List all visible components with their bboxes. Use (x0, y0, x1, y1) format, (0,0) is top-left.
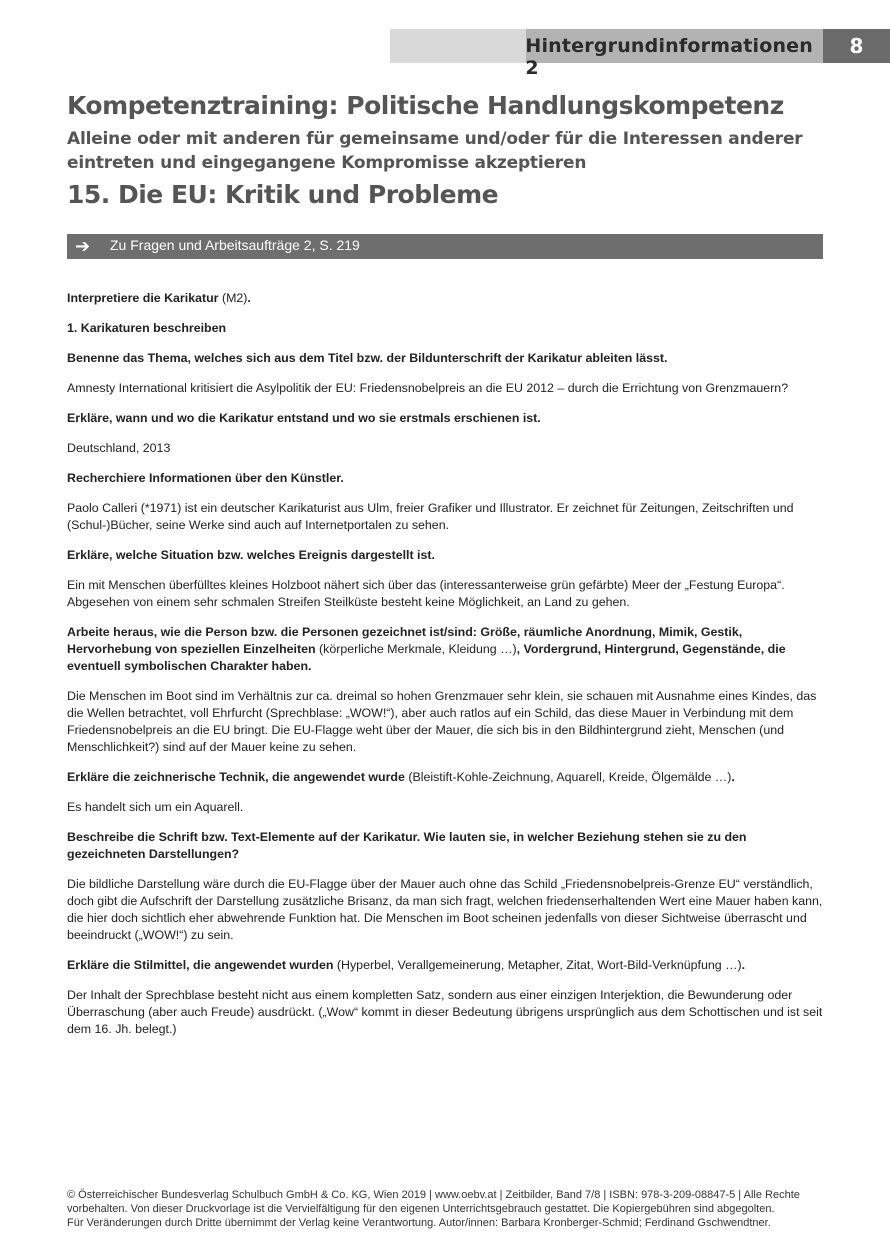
page-number-box (823, 29, 890, 63)
intro-normal: (M2) (218, 291, 248, 305)
page-number: 8 (849, 34, 864, 58)
question-5 (67, 624, 823, 675)
header-section-box (525, 29, 823, 79)
footer-line-3: Für Veränderungen durch Dritte übernimmt der Verlag keine Verantwortung. Autor/innen: Barbara Kronberger-Schmid; Ferdinand Gschwendtner. (67, 1217, 771, 1229)
question-8 (67, 957, 823, 974)
page-subtitle: Alleine oder mit anderen für gemeinsame und/oder für die Interessen anderer eintreten und eingegangene Kompromisse akzeptieren (67, 129, 803, 173)
header-bar (390, 29, 890, 79)
question-4: Erkläre, welche Situation bzw. welches Ereignis dargestellt ist. (67, 548, 435, 562)
question-6-normal: (Bleistift-Kohle-Zeichnung, Aquarell, Kreide, Ölgemälde …) (404, 770, 732, 784)
question-5-normal: (körperliche Merkmale, Kleidung …) (315, 642, 517, 656)
question-2: Erkläre, wann und wo die Karikatur entstand und wo sie erstmals erschienen ist. (67, 411, 541, 425)
step-heading: 1. Karikaturen beschreiben (67, 321, 227, 335)
intro-instruction (67, 290, 823, 307)
task-reference-label: Zu Fragen und Arbeitsaufträge 2, S. 219 (110, 237, 360, 253)
answer-2: Deutschland, 2013 (67, 441, 171, 455)
arrow-right-icon: ➔ (75, 236, 91, 256)
answer-6: Es handelt sich um ein Aquarell. (67, 800, 244, 814)
question-6-end: . (731, 770, 735, 784)
worksheet-content (67, 290, 823, 1051)
answer-7: Die bildliche Darstellung wäre durch die EU-Flagge über der Mauer auch ohne das Schild „Friedensnobelpreis-Grenze EU“ verständlich, doch gibt die Aufschrift der Darstellung zusätzliche Brisanz, da man sich fragt, welchen friedenserhaltenden Wert eine Mauer haben kann, die hier doch sichtlich eher abwehrende Funktion hat. Die Menschen im Boot scheinen jedenfalls von dieser Sichtweise überrascht und beeindruckt („WOW!“) zu sein. (67, 877, 823, 942)
question-8-bold: Erkläre die Stilmittel, die angewendet wurden (67, 958, 334, 972)
question-1: Benenne das Thema, welches sich aus dem Titel bzw. der Bildunterschrift der Karikatur ableiten lässt. (67, 351, 668, 365)
footer-line-1: © Österreichischer Bundesverlag Schulbuch GmbH & Co. KG, Wien 2019 | www.oebv.at | Zeitbilder, Band 7/8 | ISBN: 978-3-209-08847-5 | Alle Rechte (67, 1189, 800, 1201)
answer-3: Paolo Calleri (*1971) ist ein deutscher Karikaturist aus Ulm, freier Grafiker und Illustrator. Er zeichnet für Zeitungen, Zeitschriften und (Schul-)Bücher, seine Werke sind auch auf Internetportalen zu sehen. (67, 501, 794, 532)
answer-5: Die Menschen im Boot sind im Verhältnis zur ca. dreimal so hohen Grenzmauer sehr klein, sie schauen mit Ausnahme eines Kindes, das die Wellen betrachtet, voll Ehrfurcht (Sprechblase: „WOW!“), aber auch ratlos auf ein Schild, das diese Mauer in Verbindung mit dem Friedensnobelpreis an die EU bringt. Die EU-Flagge weht über der Mauer, die sich bis in den Bildhintergrund zieht, Menschen (und Menschlichkeit?) sind auf der Mauer keine zu sehen. (67, 689, 817, 754)
question-8-end: . (741, 958, 746, 972)
question-5-bold-b: , Vordergrund, Hintergrund, Gegenstände, die eventuell symbolischen Charakter haben. (67, 642, 786, 673)
question-5-bold-a: Arbeite heraus, wie die Person bzw. die Personen gezeichnet ist/sind: Größe, räumliche Anordnung, Mimik, Gestik, Hervorhebung von speziellen Einzelheiten (67, 625, 743, 656)
header-section-title: Hintergrundinformationen 2 (525, 35, 813, 79)
task-reference-bar (67, 234, 823, 259)
question-6 (67, 769, 823, 786)
answer-8: Der Inhalt der Sprechblase besteht nicht aus einem kompletten Satz, sondern aus einer einzigen Interjektion, die Bewunderung oder Überraschung (aber auch Freude) ausdrückt. („Wow“ kommt in dieser Bedeutung übrigens ursprünglich aus dem Schottischen und ist seit dem 16. Jh. belegt.) (67, 988, 823, 1036)
header-bar-light-segment (390, 29, 526, 63)
answer-4: Ein mit Menschen überfülltes kleines Holzboot nähert sich über das (interessanterweise grün gefärbte) Meer der „Festung Europa“. Abgesehen von einem sehr schmalen Streifen Steilküste besteht keine Möglichkeit, an Land zu gehen. (67, 578, 785, 609)
question-7: Beschreibe die Schrift bzw. Text-Elemente auf der Karikatur. Wie lauten sie, in welcher Beziehung stehen sie zu den gezeichneten Darstellungen? (67, 830, 747, 861)
copyright-footer (67, 1188, 827, 1230)
intro-bold: Interpretiere die Karikatur (67, 291, 219, 305)
question-6-bold: Erkläre die zeichnerische Technik, die angewendet wurde (67, 770, 405, 784)
answer-1: Amnesty International kritisiert die Asylpolitik der EU: Friedensnobelpreis an die EU 2012 – durch die Errichtung von Grenzmauern? (67, 381, 789, 395)
question-8-normal: (Hyperbel, Verallgemeinerung, Metapher, Zitat, Wort-Bild-Verknüpfung …) (333, 958, 742, 972)
intro-end: . (247, 291, 251, 305)
question-3: Recherchiere Informationen über den Künstler. (67, 471, 344, 485)
page-title: Kompetenztraining: Politische Handlungskompetenz (67, 91, 784, 120)
footer-line-2: vorbehalten. Von dieser Druckvorlage ist die Vervielfältigung für den eigenen Unterrichtsgebrauch gestattet. Die Kopiergebühren sind abgegolten. (67, 1203, 775, 1215)
chapter-title: 15. Die EU: Kritik und Probleme (67, 180, 499, 209)
